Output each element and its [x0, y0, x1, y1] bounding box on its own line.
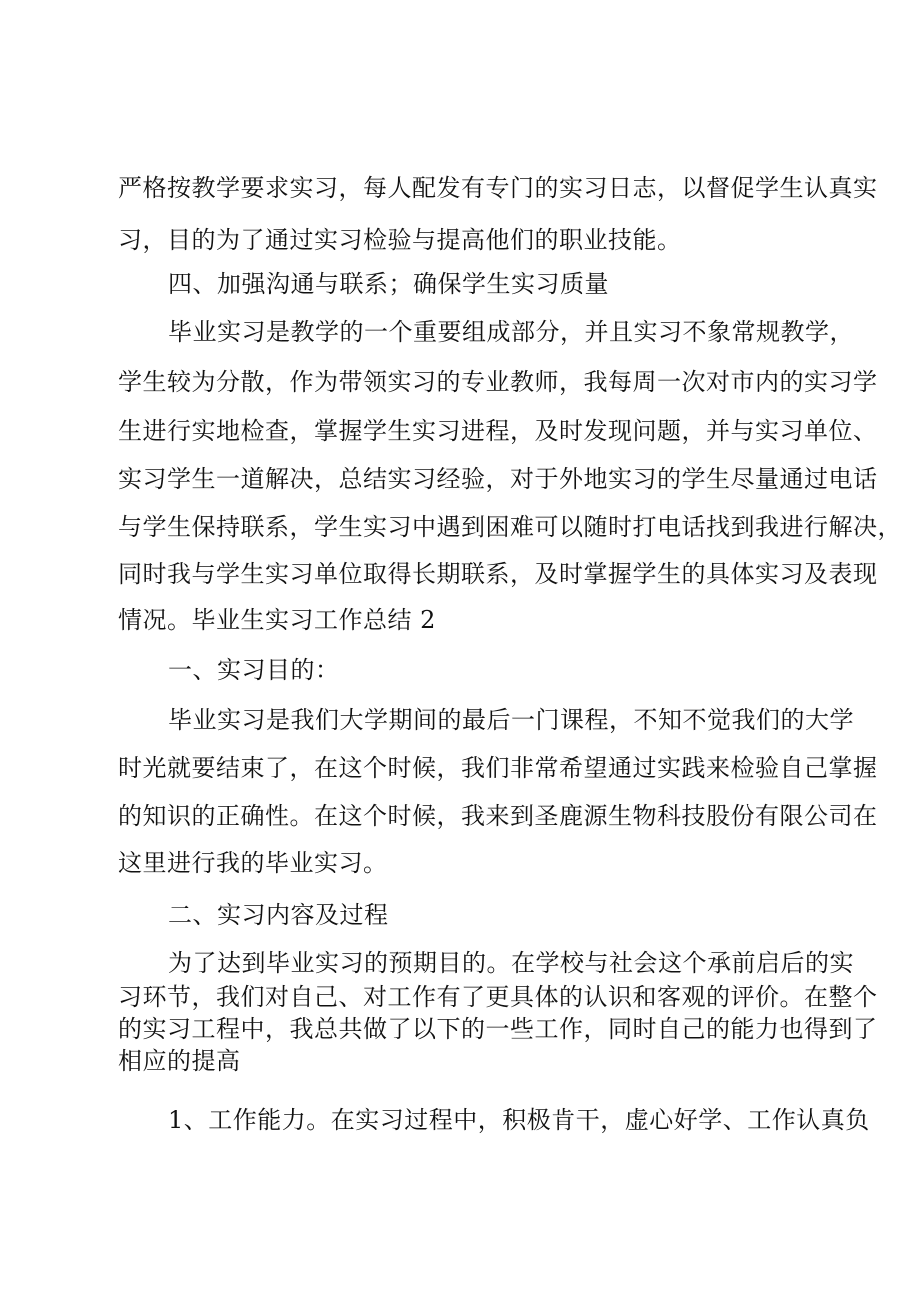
text-line: 严格按教学要求实习，每人配发有专门的实习日志，以督促学生认真实 — [118, 174, 878, 202]
text-line: 毕业实习是我们大学期间的最后一门课程，不知不觉我们的大学 — [168, 706, 854, 734]
text-line: 这里进行我的毕业实习。 — [118, 849, 388, 877]
text-line: 的知识的正确性。在这个时候，我来到圣鹿源生物科技股份有限公司在 — [118, 802, 878, 830]
text-line: 情况。毕业生实习工作总结 2 — [118, 606, 436, 634]
text-line: 习环节，我们对自己、对工作有了更具体的认识和客观的评价。在整个 — [118, 983, 878, 1011]
text-line: 毕业实习是教学的一个重要组成部分，并且实习不象常规教学， — [168, 318, 854, 346]
text-line: 生进行实地检查，掌握学生实习进程，及时发现问题，并与实习单位、 — [118, 417, 878, 445]
text-line: 的实习工程中，我总共做了以下的一些工作，同时自己的能力也得到了 — [118, 1015, 878, 1043]
text-line: 习，目的为了通过实习检验与提高他们的职业技能。 — [118, 226, 682, 254]
text-line: 相应的提高 — [118, 1047, 241, 1075]
text-line: 时光就要结束了，在这个时候，我们非常希望通过实践来检验自己掌握 — [118, 754, 878, 782]
text-line: 实习学生一道解决，总结实习经验，对于外地实习的学生尽量通过电话 — [118, 465, 878, 493]
section-heading: 一、实习目的： — [168, 656, 340, 684]
text-line: 1、工作能力。在实习过程中，积极肯干，虚心好学、工作认真负 — [168, 1106, 870, 1134]
section-heading: 二、实习内容及过程 — [168, 901, 389, 929]
text-line: 为了达到毕业实习的预期目的。在学校与社会这个承前启后的实 — [168, 949, 854, 977]
section-heading: 四、加强沟通与联系；确保学生实习质量 — [168, 270, 609, 298]
text-line: 学生较为分散，作为带领实习的专业教师，我每周一次对市内的实习学 — [118, 368, 878, 396]
text-line: 同时我与学生实习单位取得长期联系，及时掌握学生的具体实习及表现 — [118, 560, 878, 588]
text-line: 与学生保持联系，学生实习中遇到困难可以随时打电话找到我进行解决， — [118, 513, 902, 541]
